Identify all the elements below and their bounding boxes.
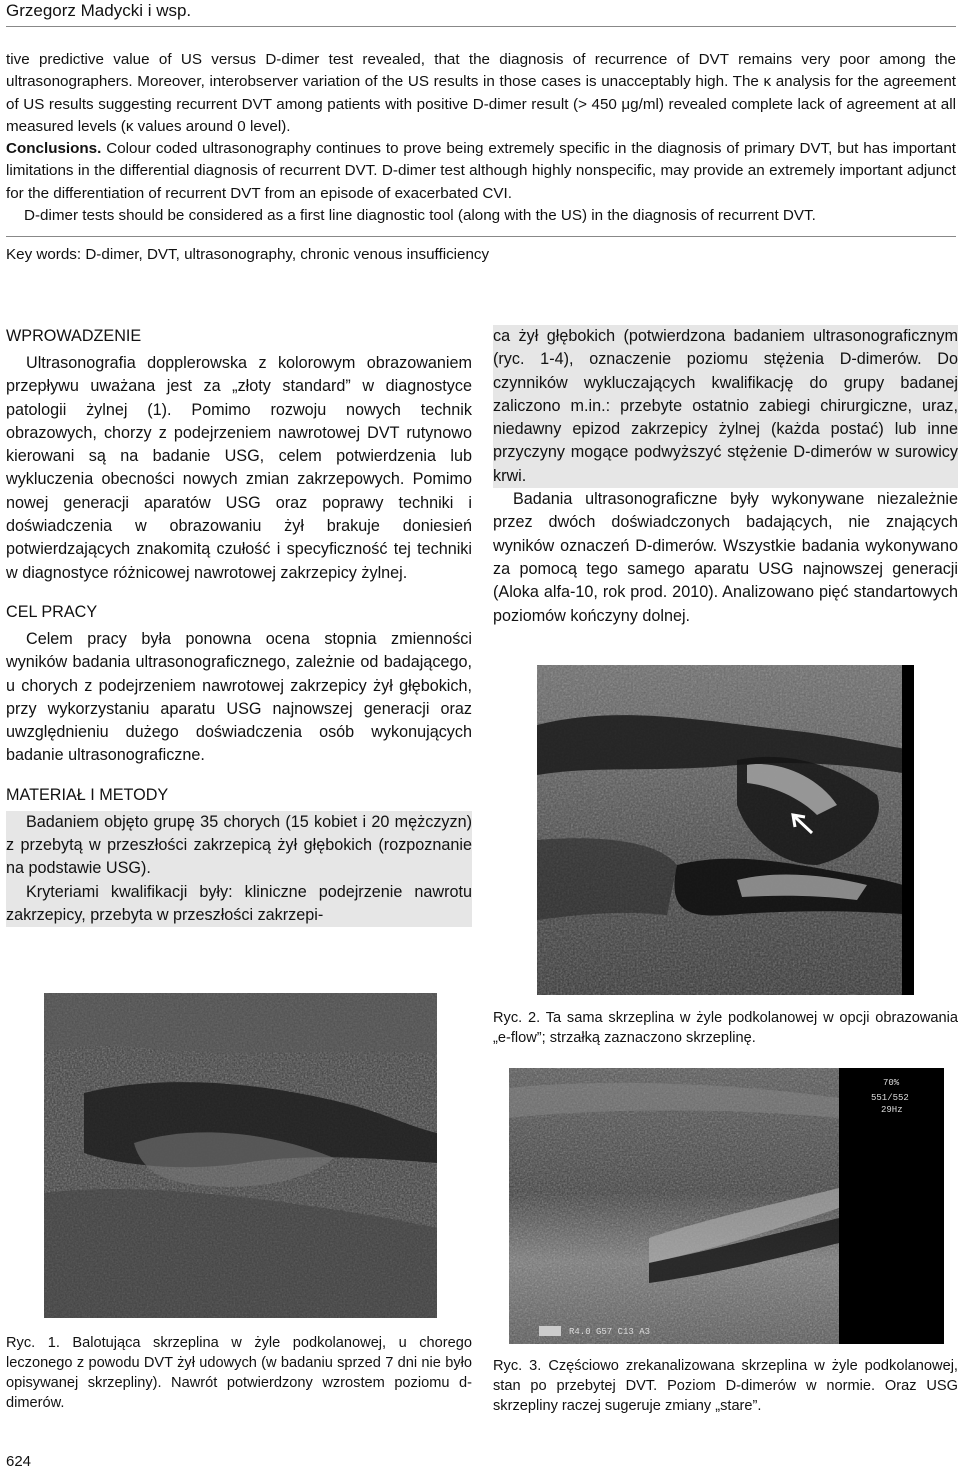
conclusions-text: Colour coded ultrasonography continues to prove being extremely specific in the diagnosis of primary DVT, but has important limitations in the differential diagnosis of recurrent DVT. D-dimer test although highly nonspecific, may provide an extremely important adjunct for the differentiation of recurrent DVT from an episode of exacerbated CVI. bbox=[6, 140, 956, 202]
abstract bbox=[6, 49, 956, 227]
abstract-results-paragraph: tive predictive value of US versus D-dimer test revealed, that the diagnosis of recurrence of DVT remains very poor among the ultrasonographers. Moreover, interobserver variation of the US results in those cases is unacceptably high. The κ analysis for the agreement of US results suggesting recurrent DVT among patients with positive D-dimer result (> 450 μg/ml) revealed complete lack of agreement at all measured levels (κ values around 0 level). bbox=[6, 51, 956, 135]
conclusions-label: Conclusions. bbox=[6, 140, 102, 158]
overlay-gain-text: 70% bbox=[883, 1078, 900, 1088]
keywords: Key words: D-dimer, DVT, ultrasonography, chronic venous insufficiency bbox=[6, 246, 490, 263]
overlay-settings-text: R4.0 G57 C13 A3 bbox=[569, 1327, 651, 1337]
methods-continued-paragraph: ca żył głębokich (potwierdzona badaniem ultrasonograficznym (ryc. 1-4), oznaczenie poziomu stężenia D-dimerów. Do czynników wykluczających kwalifikację do grupy badanej zaliczono m.in.: przebyte ostatnio zabiegi chirurgiczne, uraz, niedawny epizod zakrzepicy żylnej (każda postać) lub inne przyczyny mogące podwyższyć stężenie D-dimerów w surowicy krwi. bbox=[493, 327, 958, 485]
ultrasound-methods-paragraph: Badania ultrasonograficzne były wykonywane niezależnie przez dwóch doświadczonych badających, nie znających wyników oznaczeń D-dimerów. Wszystkie badania wykonywano za pomocą tego samego aparatu USG najnowszej generacji (Aloka alfa-10, rok prod. 2010). Analizowano pięć standartowych poziomów kończyny dolnej. bbox=[493, 490, 958, 625]
header-rule bbox=[6, 26, 956, 27]
abstract-rule bbox=[6, 236, 956, 237]
overlay-rate-text: 29Hz bbox=[881, 1105, 903, 1115]
figure-2-caption: Ryc. 2. Ta sama skrzeplina w żyle podkolanowej w opcji obrazowania „e-flow”; strzałką zaznaczono skrzeplinę. bbox=[493, 1010, 958, 1046]
methods-paragraph-2: Kryteriami kwalifikacji były: kliniczne podejrzenie nawrotu zakrzepicy, przebyta w przeszłości zakrzepi- bbox=[6, 882, 472, 924]
right-highlight bbox=[493, 325, 958, 488]
figure-3-caption: Ryc. 3. Częściowo zrekanalizowana skrzeplina w żyle podkolanowej, stan po przebytej DVT. Poziom D-dimerów w normie. Oraz USG skrzepliny raczej sugeruje zmiany „stare”. bbox=[493, 1358, 958, 1414]
abstract-final-paragraph: D-dimer tests should be considered as a first line diagnostic tool (along with the US) in the diagnosis of recurrent DVT. bbox=[24, 207, 816, 225]
methods-highlight bbox=[6, 811, 472, 927]
figure-3-ultrasound-image bbox=[509, 1068, 944, 1344]
page-number: 624 bbox=[6, 1453, 32, 1470]
abstract-conclusions-paragraph bbox=[6, 138, 956, 205]
figure-2-ultrasound-image bbox=[537, 665, 914, 995]
overlay-frame-text: 551/552 bbox=[871, 1093, 909, 1103]
section-heading-methods: MATERIAŁ I METODY bbox=[6, 785, 169, 804]
right-column bbox=[493, 325, 958, 628]
left-column bbox=[6, 325, 472, 927]
figure-1-ultrasound-image bbox=[44, 993, 437, 1318]
aim-paragraph: Celem pracy była ponowna ocena stopnia zmienności wyników badania ultrasonograficznego, zależnie od badającego, u chorych z podejrzeniem nawrotowej zakrzepicy żył głębokich, przy wykorzystaniu aparatu USG najnowszej generacji oraz uwzględnieniu dużego doświadczenia osób wykonujących badanie ultrasonograficzne. bbox=[6, 629, 472, 765]
section-heading-introduction: WPROWADZENIE bbox=[6, 327, 142, 345]
methods-paragraph-1: Badaniem objęto grupę 35 chorych (15 kobiet i 20 mężczyzn) z przebytą w przeszłości zakrzepicą żył głębokich (rozpoznanie na podstawie USG). bbox=[6, 812, 472, 878]
overlay-scale-marker bbox=[539, 1326, 561, 1336]
section-heading-aim: CEL PRACY bbox=[6, 602, 98, 621]
running-header: Grzegorz Madycki i wsp. bbox=[6, 1, 192, 20]
figure-1-caption: Ryc. 1. Balotująca skrzeplina w żyle podkolanowej, u chorego leczonego z powodu DVT żył udowych (w badaniu sprzed 7 dni nie było opisywanej skrzepliny). Nawrót potwierdzony wzrostem poziomu d-dimerów. bbox=[6, 1335, 472, 1411]
introduction-paragraph: Ultrasonografia dopplerowska z kolorowym obrazowaniem przepływu uważana jest za „złoty standard” w diagnostyce patologii żylnej (1). Pomimo rozwoju nowych technik obrazowych, chorzy z podejrzeniem nawrotowej DVT rutynowo kierowani są na badanie USG, celem potwierdzenia lub wykluczenia obecności nowych zmian zakrzepowych. Pomimo nowej generacji aparatów USG oraz poprawy techniki i doświadczenia w obrazowaniu żył brakuje doniesień potwierdzających znakomitą czułość i specyficzność tej techniki w diagnostyce różnicowej nawrotowej zakrzepicy żylnej. bbox=[6, 354, 472, 582]
